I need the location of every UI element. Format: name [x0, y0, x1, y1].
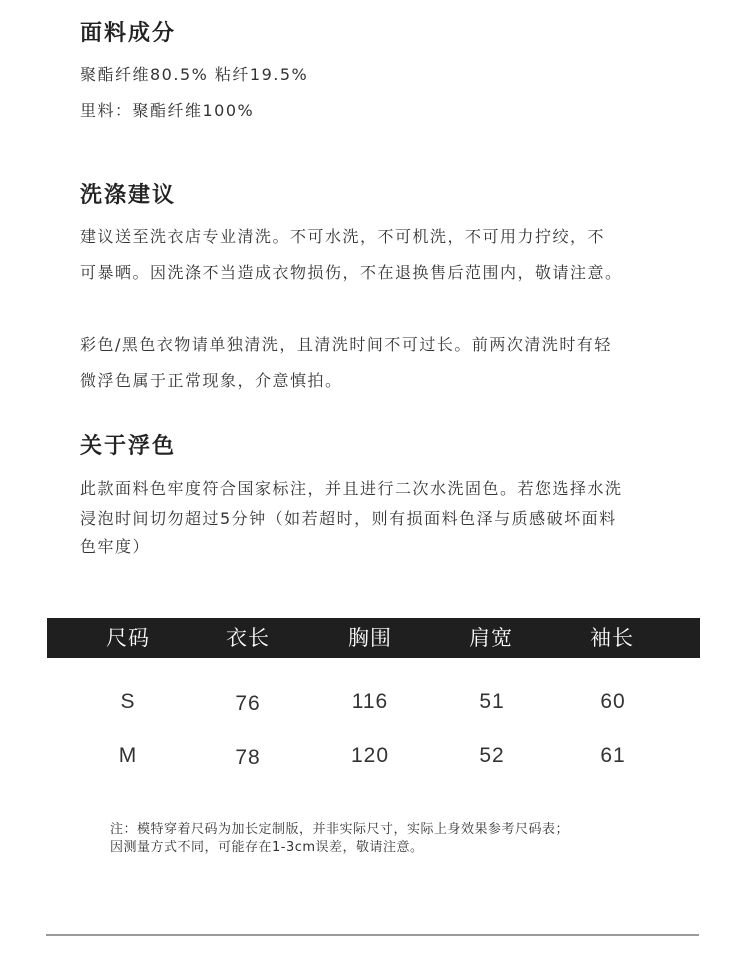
fading-title: 关于浮色 [80, 434, 177, 459]
washing-para1-line2: 可暴晒。因洗涤不当造成衣物损伤，不在退换售后范围内，敬请注意。 [80, 263, 623, 282]
fabric-line: 聚酯纤维80.5% 粘纤19.5% [80, 65, 309, 84]
cell-sleeve: 61 [600, 744, 626, 767]
header-shoulder: 肩宽 [469, 626, 513, 650]
fading-line-3: 色牢度） [80, 537, 151, 556]
fading-section [80, 433, 690, 461]
washing-para2-line2: 微浮色属于正常现象，介意慎拍。 [80, 371, 343, 390]
cell-length: 76 [235, 692, 261, 715]
header-length: 衣长 [226, 626, 270, 650]
cell-size: M [118, 744, 138, 767]
cell-chest: 120 [350, 744, 390, 767]
header-size: 尺码 [106, 626, 150, 650]
cell-chest: 116 [351, 690, 389, 713]
note-line-2: 因测量方式不同，可能存在1-3cm误差，敬请注意。 [110, 840, 424, 855]
fabric-title: 面料成分 [80, 21, 177, 46]
washing-section [80, 182, 690, 210]
note-line-1: 注：模特穿着尺码为加长定制版，并非实际尺寸，实际上身效果参考尺码表； [110, 822, 570, 837]
header-chest: 胸围 [348, 626, 392, 650]
washing-para1-line1: 建议送至洗衣店专业清洗。不可水洗，不可机洗，不可用力拧绞，不 [80, 227, 606, 246]
fading-line-1: 此款面料色牢度符合国家标注，并且进行二次水洗固色。若您选择水洗 [80, 479, 623, 498]
lining-line: 里料：聚酯纤维100% [80, 101, 255, 120]
fabric-section [80, 20, 690, 48]
cell-length: 78 [235, 746, 261, 769]
washing-para2-line1: 彩色/黑色衣物请单独清洗，且清洗时间不可过长。前两次清洗时有轻 [80, 335, 612, 354]
header-sleeve: 袖长 [590, 626, 634, 650]
cell-shoulder: 51 [479, 690, 505, 713]
fading-line-2: 浸泡时间切勿超过5分钟（如若超时，则有损面料色泽与质感破坏面料 [80, 509, 617, 528]
cell-shoulder: 52 [479, 744, 505, 767]
washing-title: 洗涤建议 [80, 183, 177, 208]
cell-size: S [120, 690, 136, 713]
bottom-divider [46, 934, 699, 936]
cell-sleeve: 60 [600, 690, 626, 713]
size-table-header [47, 618, 700, 658]
